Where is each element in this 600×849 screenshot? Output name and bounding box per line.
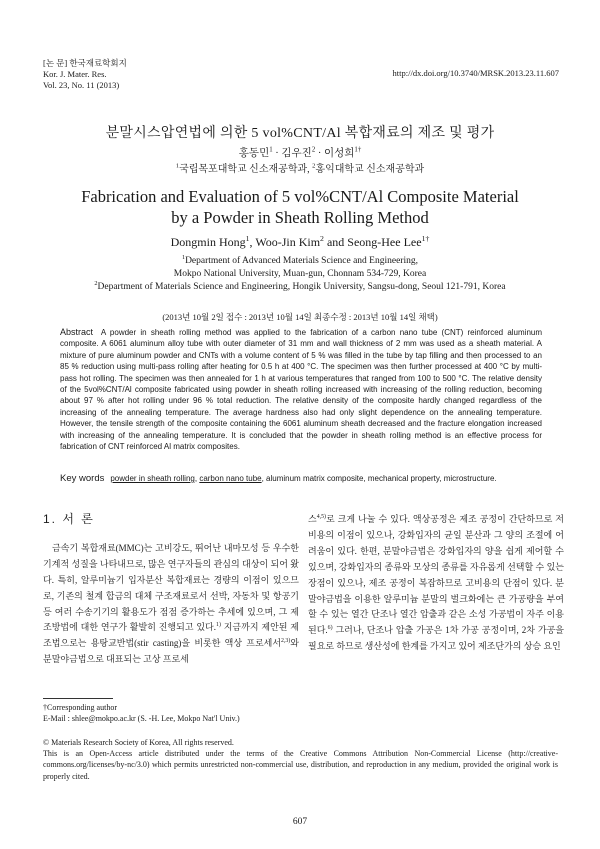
journal-abbreviation: Kor. J. Mater. Res. <box>43 69 107 79</box>
author-en-2: Woo-Jin Kim <box>255 235 321 249</box>
author-ko-2-affil: 2 <box>311 146 316 154</box>
author-separator: · <box>272 148 282 159</box>
body-column-left <box>43 512 299 668</box>
affil-en-1-text: Department of Advanced Materials Science and Engineering, <box>185 256 418 266</box>
author-ko-2: 김우진 <box>281 148 312 159</box>
affil-en-1-line-1 <box>30 255 570 268</box>
affil-en-2-text: Department of Materials Science and Engineering, Hongik University, Sangsu-dong, Seoul 121-791, Korea <box>97 282 506 292</box>
author-en-1-affil: 1 <box>245 234 250 243</box>
keywords-label: Key words <box>60 473 105 484</box>
page-number: 607 <box>292 817 308 827</box>
license-notice <box>43 737 558 782</box>
abstract <box>60 327 542 452</box>
journal-volume: Vol. 23, No. 11 (2013) <box>43 80 120 90</box>
affil-en-marker-1: 1 <box>181 254 186 261</box>
intro-text-5: 로 크게 나눌 수 있다. 액상공정은 제조 공정이 간단하므로 저비용의 이점이 있으나, 강화입자의 균일 분산과 그 양의 조절에 어려움이 있다. 한편, 분말야금법은 강화입자의 양을 쉽게 제어할 수 있으며, 강화입자의 종류와 모상의 종류를 자유롭게 선택할 수 있는 장점이 있으나, 제조 공정이 복잡하므로 고비용의 단점이 있다. 분말야금법을 이용한 알루미늄 분말의 벌크화에는 큰 가공량을 부여할 수 있는 열간 단조나 열간 압출과 같은 소성 가공법이 자주 이용된다. <box>308 514 564 636</box>
affil-en-1-line-2: Mokpo National University, Muan-gun, Chonnam 534-729, Korea <box>173 269 427 279</box>
corresponding-author: †Corresponding author <box>43 703 117 712</box>
author-email[interactable]: E-Mail : shlee@mokpo.ac.kr (S. -H. Lee, Mokpo Nat'l Univ.) <box>43 714 240 723</box>
journal-name-ko: [논 문] 한국재료학회지 <box>43 58 127 68</box>
copyright-line: © Materials Research Society of Korea, All rights reserved. <box>43 738 234 747</box>
affil-en-marker-2: 2 <box>94 280 98 287</box>
author-en-3: Seong-Hee Lee <box>347 235 422 249</box>
intro-text: 금속기 복합재료(MMC)는 고비강도, 뛰어난 내마모성 등 우수한 기계적 성질을 나타내므로, 많은 연구자들의 관심의 대상이 되어 왔다. 특히, 알루미늄기 입자분산 복합재료는 경량의 이점이 있으므로, 기존의 철계 합금의 대체 구조재료로서 선박, 자동차 및 항공기 등 여러 수송기기의 활용도가 점점 증가하는 추세에 있으며, 그 제조방법에 대한 연구가 활발히 진행되고 있다. <box>43 542 299 633</box>
author-ko-1: 홍동민 <box>238 148 270 159</box>
citation-4-5[interactable]: 4,5) <box>316 514 326 520</box>
intro-text-6: 그러나, 단조나 압출 가공은 1차 가공 공정이며, 2차 가공을 필요로 하므로 생산성에 한계를 가지고 있어 제조단가의 상승 요인 <box>308 625 564 652</box>
title-english <box>30 186 570 228</box>
intro-text-3: 와 분말야금법으로 대표되는 고상 프로세 <box>43 638 299 665</box>
intro-paragraph-continued <box>308 512 564 655</box>
author-separator: , <box>249 235 256 249</box>
section-title-introduction: 1. 서 론 <box>43 512 95 526</box>
license-text: This is an Open-Access article distributed under the terms of the Creative Commons Attribution Non-Commercial License (http://creative-commons.org/licenses/by-nc/3.0) which permits unrestricted non-commercial use, distribution, and reproduction in any medium, provided the original work is properly cited. <box>43 749 558 781</box>
citation-6[interactable]: 6) <box>327 625 333 632</box>
intro-text-4: 스 <box>308 514 317 524</box>
title-korean: 분말시스압연법에 의한 5 vol%CNT/Al 복합재료의 제조 및 평가 <box>105 126 495 141</box>
received-dates: (2013년 10월 2일 접수 : 2013년 10월 14일 최종수정 : 2013년 10월 14일 채택) <box>162 312 438 322</box>
affil-ko-1: 국립목포대학교 신소재공학과, <box>179 164 313 175</box>
affil-ko-marker-2: 2 <box>312 162 316 170</box>
body-column-right <box>308 512 564 655</box>
author-ko-3: 이성희 <box>323 148 355 159</box>
authors-english <box>0 235 600 250</box>
author-separator: · <box>315 148 324 159</box>
keyword-link-powder-in-sheath-rolling[interactable]: powder in sheath rolling <box>110 474 195 483</box>
footnotes <box>43 702 240 724</box>
abstract-text: A powder in sheath rolling method was applied to the fabrication of a carbon nano tube (CNT) reinforced aluminum composite. A 6061 aluminum alloy tube with outer diameter of 31 mm and wall thickness of 2 mm was used as a sheath material. A mixture of pure aluminum powder and CNTs with a volume content of 5 % was filled in the tube by tap filling and then processed to an 85 % reduction using multi-pass rolling after heating for 0.5 h at 400 °C. The specimen was then further processed at 400 °C by multi-pass hot rolling. The specimen was then annealed for 1 h at various temperatures that ranged from 100 to 500 °C. The relative density of the 5vol%CNT/Al composite fabricated using powder in sheath rolling increased with increasing of the rolling reduction, becoming about 97 % after hot rolling under 96 % total reduction. The relative density of the composite hardly changed regardless of the increasing of the annealing temperature. The average hardness also had only slight dependence on the annealing temperature. However, the tensile strength of the composite containing the 6061 aluminum sheath decreased and the fracture elongation increased with increasing of the annealing temperature. It is concluded that the powder in sheath rolling method is an effective process for fabrication of CNT reinforced Al matrix composites. <box>60 328 543 452</box>
affiliations-korean <box>0 160 600 175</box>
authors-korean <box>0 145 600 160</box>
author-separator: and <box>323 235 348 249</box>
footnote-divider <box>43 698 113 699</box>
author-ko-3-affil: 1† <box>354 146 362 154</box>
citation-1[interactable]: 1) <box>216 622 221 629</box>
doi-link[interactable]: http://dx.doi.org/10.3740/MRSK.2013.23.11.607 <box>392 68 559 78</box>
keyword-separator: , <box>194 474 200 483</box>
abstract-label: Abstract <box>60 327 94 337</box>
affiliations-english <box>30 255 570 294</box>
keywords-rest: , aluminum matrix composite, mechanical property, microstructure. <box>261 474 497 483</box>
affil-ko-2: 홍익대학교 신소재공학과 <box>315 164 425 175</box>
intro-paragraph <box>43 541 299 668</box>
title-en-line-2: by a Powder in Sheath Rolling Method <box>171 208 429 227</box>
author-ko-1-affil: 1 <box>269 146 273 154</box>
intro-text-2: 지금까지 제안된 제조법으로는 용탕교반법(stir casting)을 비롯한 액상 프로세서 <box>43 622 299 649</box>
keyword-link-carbon-nano-tube[interactable]: carbon nano tube <box>199 474 262 483</box>
journal-header <box>43 58 127 91</box>
keywords <box>60 473 550 484</box>
author-en-3-affil: 1† <box>421 234 430 243</box>
author-en-2-affil: 2 <box>320 234 324 243</box>
author-en-1: Dongmin Hong <box>170 235 246 249</box>
affil-ko-marker-1: 1 <box>175 162 180 170</box>
affil-en-2 <box>30 281 570 294</box>
title-en-line-1: Fabrication and Evaluation of 5 vol%CNT/Al Composite Material <box>81 187 519 206</box>
citation-2-3[interactable]: 2,3) <box>281 638 291 645</box>
